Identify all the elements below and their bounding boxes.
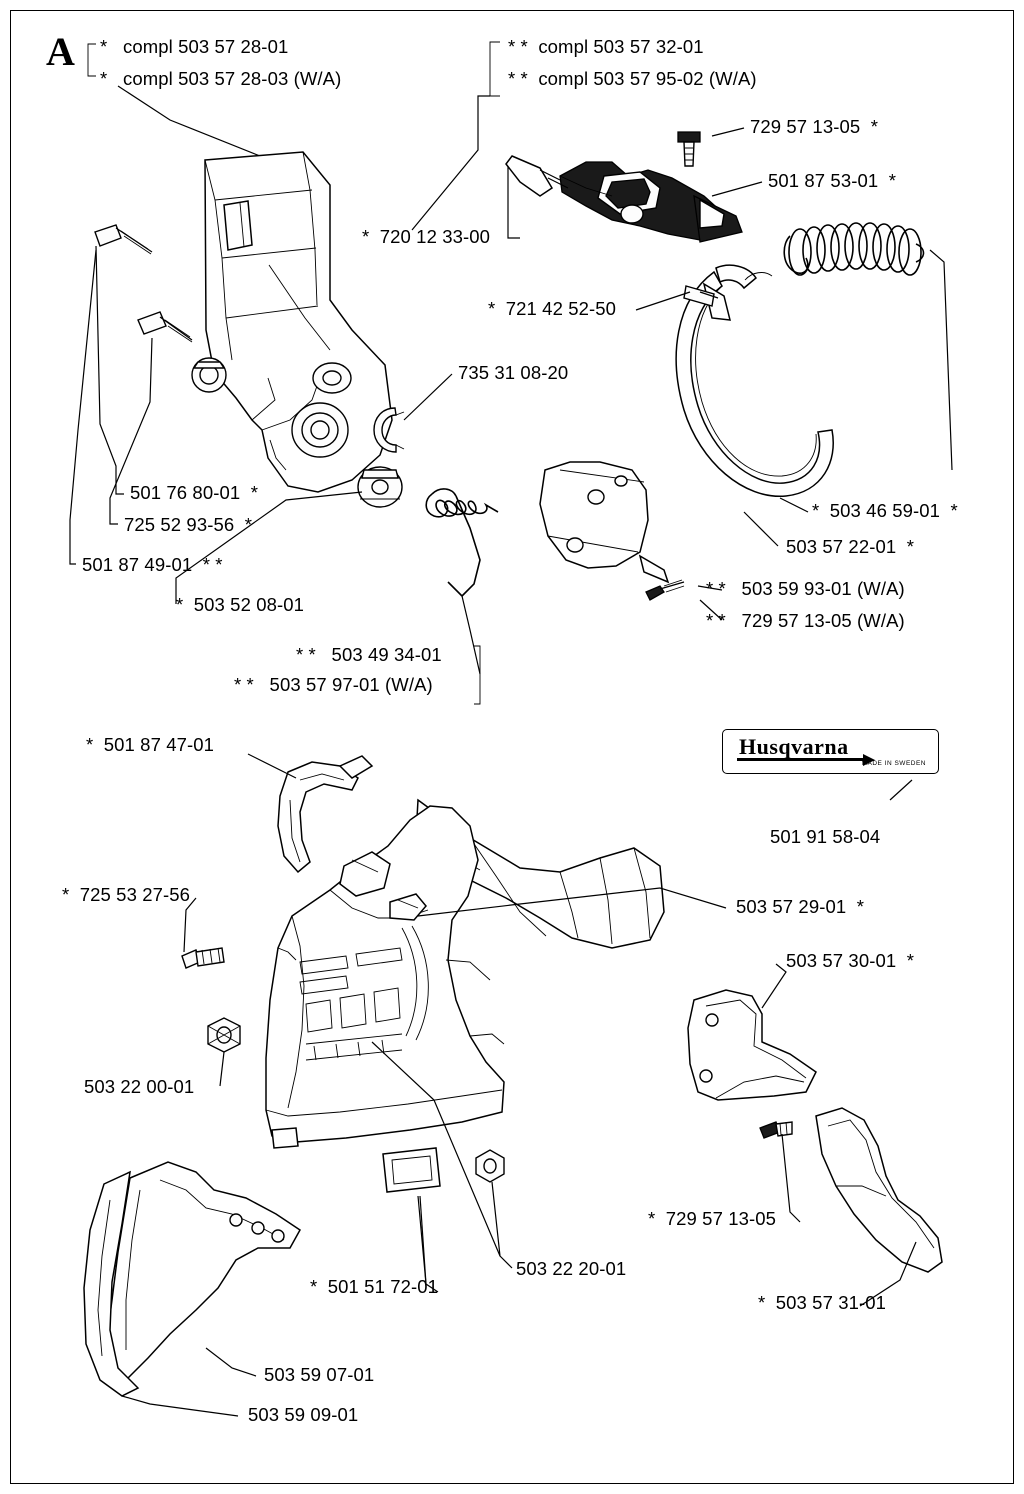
label-503-59-09-01: 503 59 09-01	[248, 1404, 359, 1425]
label-503-57-31-01: * 503 57 31-01	[758, 1292, 887, 1313]
label-729-57-13-05-b: * * 729 57 13-05 (W/A)	[706, 610, 905, 631]
label-503-57-29-01: 503 57 29-01 *	[736, 896, 865, 917]
part-cover-503-57-30-01	[688, 990, 816, 1100]
part-brake-spring-503-49-34-01	[426, 489, 498, 596]
part-screw-729-57-13-05-c	[760, 1122, 792, 1138]
label-503-57-30-01: 503 57 30-01 *	[786, 950, 915, 971]
bracket-compl-group-2	[412, 42, 500, 230]
note-compl-2: * compl 503 57 28-03 (W/A)	[100, 68, 342, 89]
label-735-31-08-20: 735 31 08-20	[458, 362, 569, 383]
label-503-57-97-01: * * 503 57 97-01 (W/A)	[234, 674, 433, 695]
label-729-57-13-05-a: 729 57 13-05 *	[750, 116, 879, 137]
part-adjuster-503-52-08-01	[358, 467, 402, 507]
label-503-59-07-01: 503 59 07-01	[264, 1364, 375, 1385]
part-bolt-501-87-49-01	[95, 225, 152, 254]
label-720-12-33-00: * 720 12 33-00	[362, 226, 491, 247]
part-cover-503-59-07-01	[106, 1162, 300, 1378]
label-503-22-20-01: 503 22 20-01	[516, 1258, 627, 1279]
bracket-compl-group-1	[88, 44, 96, 76]
part-bushing-501-76-80-01	[192, 358, 226, 392]
label-503-22-00-01: 503 22 00-01	[84, 1076, 195, 1097]
label-503-57-22-01: 503 57 22-01 *	[786, 536, 915, 557]
note-compl-4: * * compl 503 57 95-02 (W/A)	[508, 68, 757, 89]
label-501-51-72-01: * 501 51 72-01	[310, 1276, 439, 1297]
brand-subtext: MADE IN SWEDEN	[861, 760, 926, 767]
label-503-46-59-01: * 503 46 59-01 *	[812, 500, 958, 521]
part-coil-spring-503-46-59-01	[784, 223, 923, 275]
label-501-87-49-01: 501 87 49-01 * *	[82, 554, 223, 575]
label-501-76-80-01: 501 76 80-01 *	[130, 482, 259, 503]
label-725-52-93-56: 725 52 93-56 *	[124, 514, 253, 535]
part-clutch-cover-503-57-28	[205, 152, 392, 492]
label-729-57-13-05-c: * 729 57 13-05	[648, 1208, 777, 1229]
part-bolt-725-52-93-56	[138, 312, 192, 342]
part-plate-501-51-72-01	[383, 1148, 440, 1192]
part-brake-handle-501-87-53-01	[506, 156, 742, 242]
brand-bar	[737, 758, 867, 761]
part-bolt-725-53-27-56	[182, 948, 224, 968]
label-503-52-08-01: * 503 52 08-01	[176, 594, 305, 615]
label-503-59-93-01: * * 503 59 93-01 (W/A)	[706, 578, 905, 599]
part-brake-link-503-59-93-01	[540, 462, 668, 582]
part-nut-503-22-20-01	[476, 1150, 504, 1182]
part-screw-729-57-13-05-b	[646, 580, 684, 600]
label-503-49-34-01: * * 503 49 34-01	[296, 644, 442, 665]
label-725-53-27-56: * 725 53 27-56	[62, 884, 191, 905]
section-letter: A	[46, 29, 75, 74]
note-compl-3: * * compl 503 57 32-01	[508, 36, 704, 57]
label-501-87-47-01: * 501 87 47-01	[86, 734, 215, 755]
label-721-42-52-50: * 721 42 52-50	[488, 298, 617, 319]
part-handle-guard-501-87-47-01	[278, 756, 372, 872]
brand-plate	[722, 729, 939, 774]
label-501-91-58-04: 501 91 58-04	[770, 826, 881, 847]
part-screw-729-57-13-05-a	[678, 132, 700, 166]
label-501-87-53-01: 501 87 53-01 *	[768, 170, 897, 191]
part-nut-503-22-00-01	[208, 1018, 240, 1052]
note-compl-1: * compl 503 57 28-01	[100, 36, 289, 57]
brand-name: Husqvarna	[739, 734, 849, 759]
part-cover-503-57-31-01	[816, 1108, 942, 1272]
